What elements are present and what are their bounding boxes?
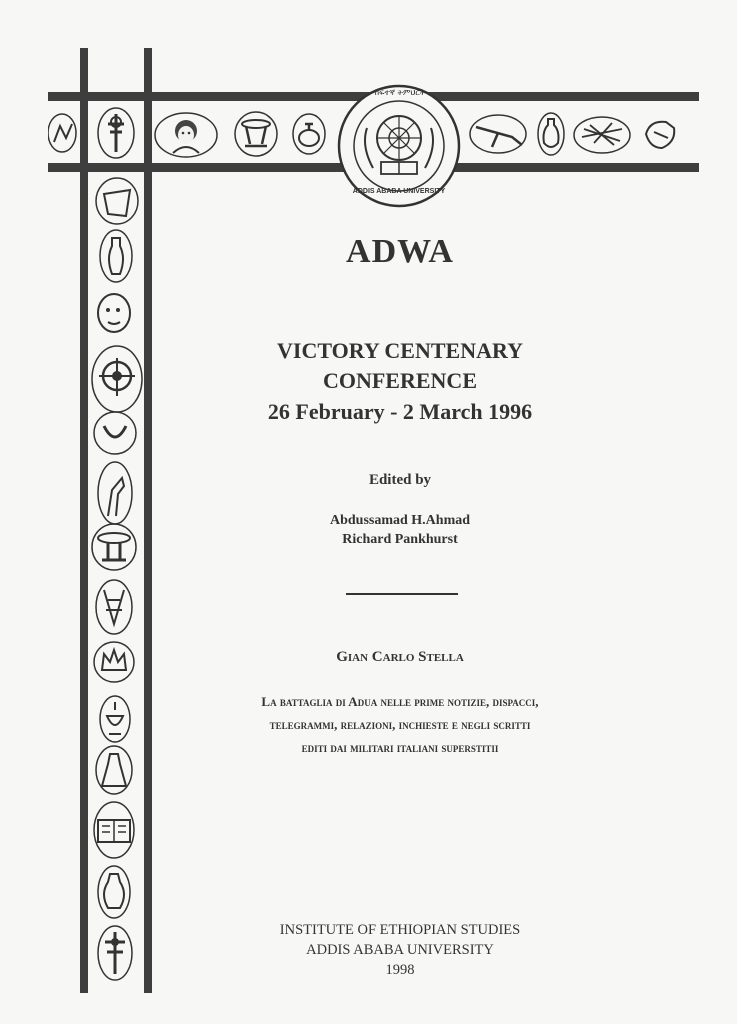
conference-dates: 26 February - 2 March 1996 <box>267 399 533 424</box>
bag-icon <box>94 176 140 226</box>
editor-name-2: Richard Pankhurst <box>342 532 458 547</box>
book-icon <box>92 800 136 860</box>
dress-icon <box>94 744 134 796</box>
seal-bottom-text: ADDIS ABABA UNIVERSITY <box>352 188 446 195</box>
dancer-icon <box>48 112 78 154</box>
pot-icon <box>640 114 680 154</box>
edited-by-label: Edited by <box>368 472 432 488</box>
cross-icon <box>96 106 136 160</box>
processional-cross-icon <box>96 924 134 982</box>
bottle-icon <box>536 111 566 157</box>
left-border-inner <box>144 48 152 993</box>
crown-icon <box>92 640 136 684</box>
publication-year: 1998 <box>385 962 415 978</box>
seal-top-text: ከፍተኛ ትምህርት <box>374 88 426 97</box>
face-portrait-icon <box>153 111 219 159</box>
head-icon <box>94 290 134 336</box>
hand-icon <box>96 460 134 526</box>
subtitle-line-2: CONFERENCE <box>322 368 477 393</box>
plough-icon <box>468 113 528 155</box>
ornate-cross-icon <box>90 344 144 414</box>
basket-icon <box>572 115 632 155</box>
article-title-line-2: telegrammi, relazioni, inchieste e negli scritti <box>269 717 531 732</box>
page-title: ADWA <box>346 233 454 270</box>
vase-icon <box>96 864 132 920</box>
ornament-icon <box>94 578 134 636</box>
subtitle-line-1: VICTORY CENTENARY <box>277 338 523 363</box>
divider <box>346 593 458 595</box>
table-icon <box>90 522 138 572</box>
institute-name: INSTITUTE OF ETHIOPIAN STUDIES <box>279 922 521 938</box>
necklace-icon <box>92 410 138 456</box>
editor-name-1: Abdussamad H.Ahmad <box>329 513 471 528</box>
left-border-outer <box>80 48 88 993</box>
stool-icon <box>233 110 279 158</box>
university-name: ADDIS ABABA UNIVERSITY <box>306 942 494 958</box>
jar-icon <box>98 228 134 284</box>
article-title-line-3: editi dai militari italiani superstitii <box>301 740 499 755</box>
lamp-icon <box>98 694 132 744</box>
author-name: Gian Carlo Stella <box>336 649 464 665</box>
gourd-icon <box>291 112 327 156</box>
article-title-line-1: La battaglia di Adua nelle prime notizie, dispacci, <box>261 694 539 709</box>
